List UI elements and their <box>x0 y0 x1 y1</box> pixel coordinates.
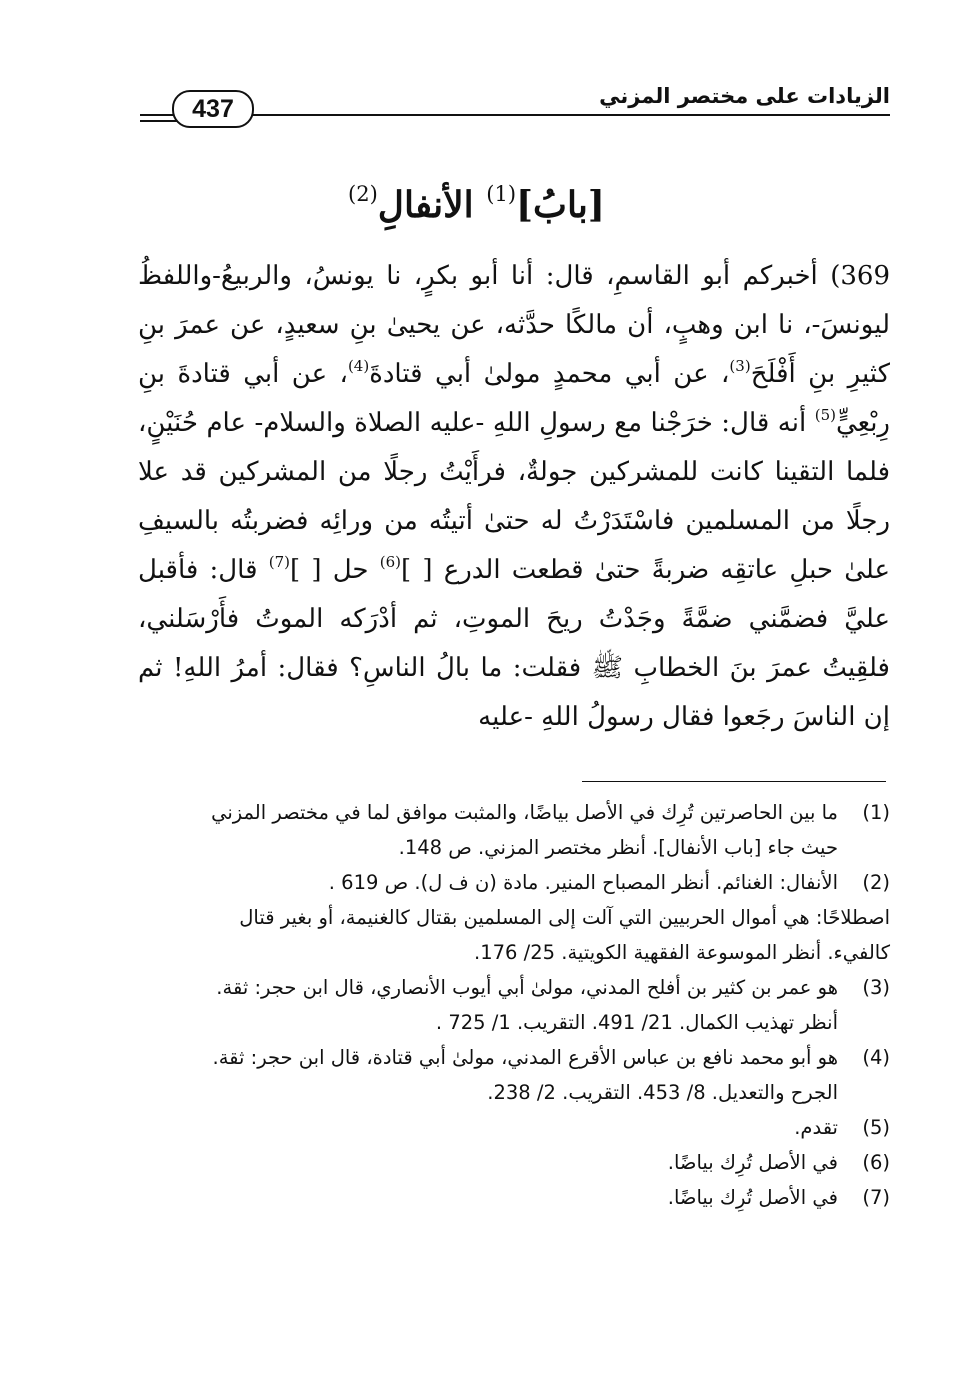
footnote-line: تقدم. <box>794 1116 838 1139</box>
text-segment: ، عن أبي قتادةَ بنِ رِبْعِيٍّ <box>138 359 890 438</box>
footnote-number: (5) <box>862 1116 890 1139</box>
footnote-ref: (7) <box>268 553 291 571</box>
footnote-line: هو أبو محمد نافع بن عباس الأقرع المدني، مولىٰ أبي قتادة، قال ابن حجر: ثقة. <box>212 1046 838 1069</box>
footnote-4 <box>138 1040 890 1110</box>
text-segment: أنه قال: خرَجْنا مع رسولِ اللهِ -عليه الصلاة والسلام- عام حُنَيْنٍ، فلما التقينا كانت للمشركين جولةٌ، فرأَيْتُ رجلًا من المشركين قد علا رجلًا من المسلمين فاسْتَدَرْتُ له حتىٰ أتيتُه من ورائِه فضربتُه بالسيفِ علىٰ حبلِ عاتقِه ضربةً حتىٰ قطعت الدرع [ ] <box>138 408 890 585</box>
footnote-6 <box>138 1145 890 1180</box>
footnote-number: (2) <box>862 871 890 894</box>
footnote-2 <box>138 865 890 970</box>
footnote-line: حيث جاء [باب الأنفال]. أنظر مختصر المزني. ص 148. <box>398 836 838 859</box>
footnote-ref: (6) <box>379 553 401 571</box>
footnote-ref: (4) <box>347 357 370 375</box>
footnote-number: (6) <box>862 1151 890 1174</box>
footnote-5 <box>138 1110 890 1145</box>
footnote-1 <box>138 795 890 865</box>
text-segment: قال: فأقبل عليَّ فضمَّني ضمَّةً وجَدْتُ ريحَ الموتِ، ثم أدْرَكه الموتُ فأَرْسَلني، فلقِيتُ عمرَ بنَ الخطابِ ﷺ فقلت: ما بالُ الناسِ؟ فقال: أمرُ اللهِ! ثم إن الناسَ رجَعوا فقال رسولُ اللهِ -عليه <box>138 555 890 732</box>
chapter-title <box>0 182 953 226</box>
footnote-ref: (1) <box>486 182 517 206</box>
footnote-ref: (2) <box>348 182 378 206</box>
footnote-number: (3) <box>862 976 890 999</box>
footnote-line: كالفيء. أنظر الموسوعة الفقهية الكويتية. 25/ 176. <box>474 941 890 964</box>
footnote-line: هو عمر بن كثير بن أفلح المدني، مولىٰ أبي أيوب الأنصاري، قال ابن حجر: ثقة. <box>216 976 838 999</box>
footnote-line: ما بين الحاصرتين تُرِك في الأصل بياضًا، والمثبت موافق لما في مختصر المزني <box>211 801 838 824</box>
footnote-number: (4) <box>862 1046 890 1069</box>
footnote-3 <box>138 970 890 1040</box>
footnote-number: (7) <box>862 1186 890 1209</box>
running-title: الزيادات على مختصر المزني <box>589 84 890 108</box>
text-segment: حل [ ] <box>290 555 369 585</box>
footnote-ref: (5) <box>814 406 836 424</box>
footnote-line: في الأصل تُرِك بياضًا. <box>667 1151 838 1174</box>
footnote-number: (1) <box>862 801 890 824</box>
footnote-line: الجرح والتعديل. 8/ 453. التقريب. 2/ 238. <box>487 1081 838 1104</box>
hadith-text <box>138 252 890 742</box>
footnote-line: في الأصل تُرِك بياضًا. <box>667 1186 838 1209</box>
text-segment: ، عن أبي محمدٍ مولىٰ أبي قتادةَ <box>369 359 730 389</box>
hadith-paragraph <box>138 252 890 742</box>
footnote-separator <box>582 781 886 782</box>
footnote-line: اصطلاحًا: هي أموال الحربيين التي آلت إلى المسلمين بقتال كالغنيمة، أو بغير قتال <box>239 906 890 929</box>
footnote-7 <box>138 1180 890 1215</box>
chapter-title-open: [بابُ] <box>516 184 605 226</box>
footnote-line: الأنفال: الغنائم. أنظر المصباح المنير. مادة (ن ف ل). ص 619 . <box>328 871 838 894</box>
page-number: 437 <box>172 90 254 128</box>
footnote-ref: (3) <box>729 357 751 375</box>
page-header <box>140 84 890 130</box>
text-segment: أخبركم أبو القاسمِ، قال: أنا أبو بكرٍ، نا يونسُ، والربيعُ-واللفظُ ليونسَ-، نا ابن وهبٍ، أن مالكًا حدَّثه، عن يحيىٰ بنِ سعيدٍ، عن عمرَ بنِ كثيرِ بنِ أَفْلَحَ <box>138 261 891 389</box>
hadith-number: 369) <box>830 261 890 291</box>
chapter-title-main: الأنفالِ <box>377 184 474 226</box>
footnote-line: أنظر تهذيب الكمال. 21/ 491. التقريب. 1/ 725 . <box>435 1011 838 1034</box>
footnotes <box>138 795 890 1215</box>
